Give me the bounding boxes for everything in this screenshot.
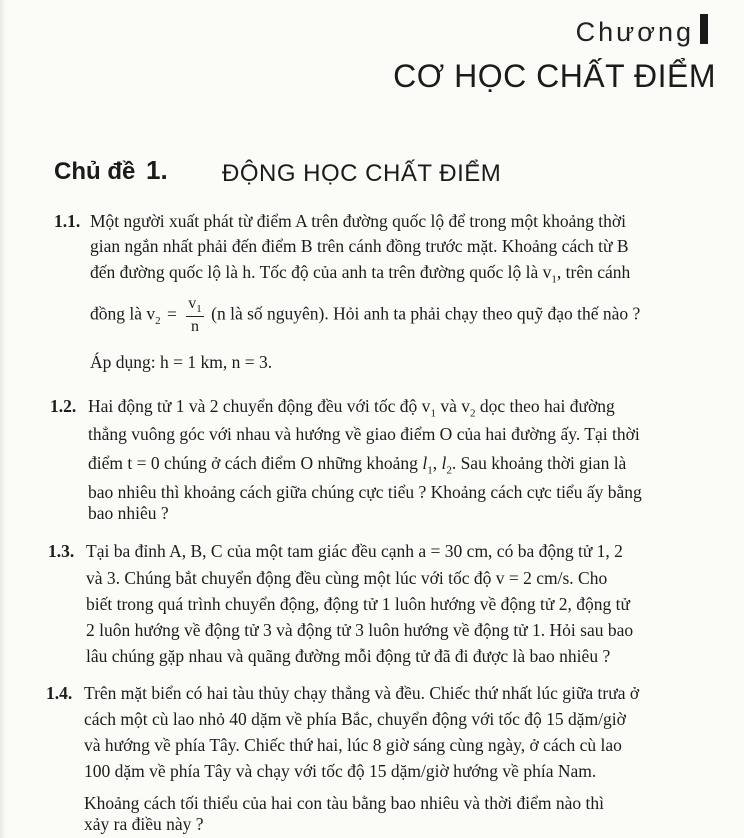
problem-text-line: và 3. Chúng bắt chuyển động đều cùng một lúc với tốc độ v = 2 cm/s. Cho (86, 568, 608, 588)
problem-text-line: và hướng về phía Tây. Chiếc thứ hai, lúc 8 giờ sáng cùng ngày, ở cách cù lao (84, 735, 622, 755)
problem-text-segment: , trên cánh (556, 262, 631, 282)
problem-text-line: cách một cù lao nhỏ 40 dặm về phía Bắc, chuyển động với tốc độ 15 dặm/giờ (84, 709, 626, 729)
fraction-denominator: n (191, 318, 200, 336)
problem-text-line: biết trong quá trình chuyển động, động tử 1 luôn hướng về động tử 2, động tử (86, 594, 630, 614)
problem-text-segment: Hai động tử 1 và 2 chuyển động đều với tốc độ v (88, 396, 431, 416)
equals-sign: = (167, 303, 177, 324)
page-edge-shadow (0, 0, 6, 838)
problem-text-line: Tại ba đỉnh A, B, C của một tam giác đều cạnh a = 30 cm, có ba động tử 1, 2 (86, 541, 623, 561)
subscript: 1 (551, 273, 557, 286)
topic-title: ĐỘNG HỌC CHẤT ĐIỂM (222, 160, 502, 187)
problem-number: 1.3. (48, 541, 75, 561)
problem-text-segment: và v (435, 396, 470, 416)
numerator-symbol: v (188, 295, 197, 312)
problem-text-line (90, 296, 640, 335)
chapter-title: CƠ HỌC CHẤT ĐIỂM (393, 58, 716, 94)
subscript: 2 (446, 464, 452, 477)
topic-heading (54, 155, 168, 186)
problem-number: 1.1. (54, 211, 81, 231)
problem-text-segment: đến đường quốc lộ là h. Tốc độ của anh ta trên đường quốc lộ là v (90, 262, 552, 282)
topic-number: 1. (146, 155, 168, 185)
problem-number: 1.4. (46, 683, 73, 703)
problem-text-line: gian ngắn nhất phải đến điểm B trên cánh đồng trước mặt. Khoảng cách từ B (90, 236, 629, 256)
problem-text-line: điểm t = 0 chúng ở cách điểm O những khoảng $l_1$, $l_2$. Sau khoảng thời gian là (88, 453, 627, 477)
chapter-label (576, 14, 708, 48)
problem-text-segment: đồng là v (90, 303, 156, 324)
problem-text-segment: dọc theo hai đường (475, 396, 615, 416)
problem-text-line: 2 luôn hướng về động tử 3 và động tử 3 luôn hướng về động tử 1. Hỏi sau bao (86, 620, 634, 640)
subscript: 1 (430, 407, 436, 420)
problem-text-line (90, 264, 630, 286)
problem-text-line: bao nhiêu ? (88, 503, 169, 523)
problem-text-line: bao nhiêu thì khoảng cách giữa chúng cực tiểu ? Khoảng cách cực tiểu ấy bằng (88, 482, 642, 502)
problem-text-line: Khoảng cách tối thiểu của hai con tàu bằng bao nhiêu và thời điểm nào thì (84, 793, 605, 813)
problem-text-segment: . Sau khoảng thời gian là (451, 453, 627, 473)
subscript: 2 (155, 315, 161, 328)
subscript: 2 (469, 407, 476, 420)
variable-l: l (422, 453, 428, 473)
problem-text-segment: (n là số nguyên). Hỏi anh ta phải chạy theo quỹ đạo thế nào ? (211, 303, 641, 324)
chapter-number-bar (700, 14, 708, 44)
topic-label: Chủ đề (54, 158, 136, 185)
problem-text-line: Trên mặt biển có hai tàu thủy chạy thẳng và đều. Chiếc thứ nhất lúc giữa trưa ở (84, 683, 640, 703)
problem-text-line: xảy ra điều này ? (84, 814, 204, 834)
fraction (186, 296, 204, 335)
problem-text-line: Một người xuất phát từ điểm A trên đường quốc lộ để trong một khoảng thời (90, 211, 626, 231)
problem-text-line: Áp dụng: h = 1 km, n = 3. (90, 352, 273, 372)
problem-text-line (88, 398, 615, 420)
problem-text-line: 100 dặm về phía Tây và chạy với tốc độ 15 dặm/giờ hướng về phía Nam. (84, 761, 597, 781)
variable-l: l (441, 453, 447, 473)
subscript: 1 (196, 303, 202, 316)
problem-text-line: thẳng vuông góc với nhau và hướng về giao điểm O của hai đường ấy. Tại thời (88, 424, 640, 444)
subscript: 1 (427, 464, 433, 477)
problem-text-segment: điểm t = 0 chúng ở cách điểm O những khoảng (88, 453, 423, 473)
problem-number: 1.2. (50, 396, 77, 416)
problem-text-line: lâu chúng gặp nhau và quãng đường mỗi động tử đã đi được là bao nhiêu ? (86, 646, 611, 666)
fraction-numerator (186, 296, 204, 317)
chapter-label-text: Chương (575, 17, 694, 47)
